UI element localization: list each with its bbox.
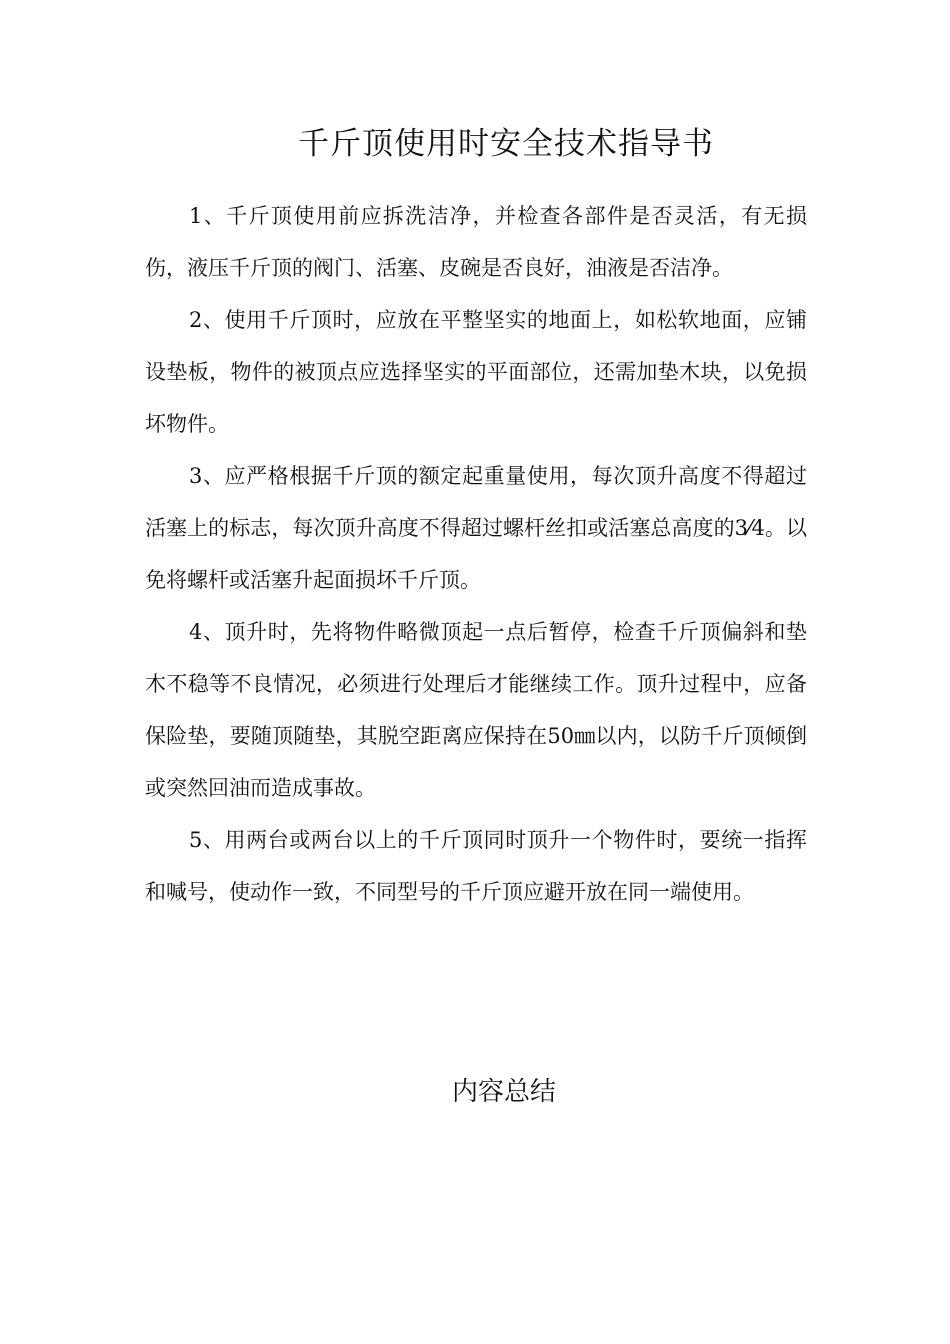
summary-heading: 内容总结: [451, 1077, 556, 1107]
paragraph-5: 5、用两台或两台以上的千斤顶同时顶升一个物件时，要统一指挥和喊号，使动作一致，不同型号的千斤顶应避开放在同一端使用。: [145, 828, 807, 904]
paragraph-4: 4、顶升时，先将物件略微顶起一点后暂停，检查千斤顶偏斜和垫木不稳等不良情况，必须进行处理后才能继续工作。顶升过程中，应备保险垫，要随顶随垫，其脱空距离应保持在50㎜以内，以防千斤顶倾倒或突然回油而造成事故。: [145, 620, 807, 800]
document-title: 千斤顶使用时安全技术指导书: [298, 126, 714, 162]
document-body: [145, 190, 807, 918]
paragraph-2: 2、使用千斤顶时，应放在平整坚实的地面上，如松软地面，应铺设垫板，物件的被顶点应选择坚实的平面部位，还需加垫木块，以免损坏物件。: [145, 308, 807, 436]
paragraph-3: 3、应严格根据千斤顶的额定起重量使用，每次顶升高度不得超过活塞上的标志，每次顶升高度不得超过螺杆丝扣或活塞总高度的3⁄4。以免将螺杆或活塞升起面损坏千斤顶。: [145, 464, 807, 592]
paragraph-1: 1、千斤顶使用前应拆洗洁净，并检查各部件是否灵活，有无损伤，液压千斤顶的阀门、活塞、皮碗是否良好，油液是否洁净。: [145, 204, 807, 280]
